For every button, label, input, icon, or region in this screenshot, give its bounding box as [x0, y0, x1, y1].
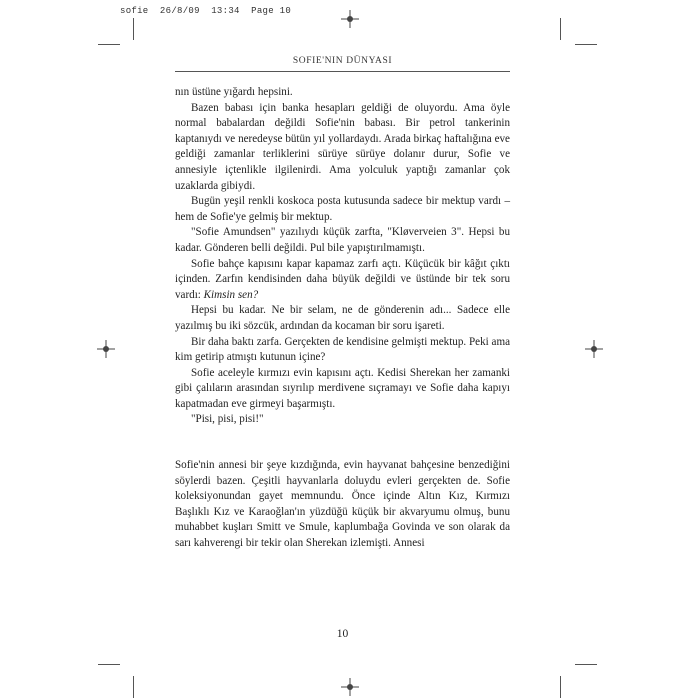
paragraph-text: "Pisi, pisi, pisi!"	[191, 413, 264, 426]
crop-mark-bottom-left-v	[133, 676, 134, 698]
paragraph-4	[175, 225, 510, 256]
paragraph-text: Sofie'nin annesi bir şeye kızdığında, evin hayvanat bahçesine benzediğini söylerdi bazen. Çeşitli hayvanlarla doluydu evleri gerçekten de. Sofie koleksiyonundan gayet memnundu. Önce içinde Altın Kız, Kırmızı Başlıklı Kız ve Karaoğlan'ın yüzdüğü küçük bir akvaryumu olmuş, bunu muhabbet kuşları Smitt ve Smule, kaplumbağa Govinda ve son olarak da sarı kahverengi bir tekir olan Sherekan izlemişti. Annesi	[175, 459, 510, 550]
paragraph-8	[175, 366, 510, 413]
paragraph-text: Sofie aceleyle kırmızı evin kapısını açtı. Kedisi Sherekan her zamanki gibi çalıların arasından sıyrılıp merdivene sıçramayı ve Sofie daha kapıyı kapatmadan eve girmeyi başarmıştı.	[175, 366, 510, 410]
paragraph-7	[175, 335, 510, 366]
slug-page: Page 10	[251, 6, 292, 16]
paragraph-text: "Sofie Amundsen" yazılıydı küçük zarfta, "Kløverveien 3". Hepsi bu kadar. Gönderen belli değildi. Pul bile yapıştırılmamıştı.	[175, 226, 510, 254]
crop-mark-top-left-v	[133, 18, 134, 40]
paragraph-text: Sofie bahçe kapısını kapar kapamaz zarfı açtı. Küçücük bir kâğıt çıktı içinden. Zarfın kendisinden daha büyük değildi ve üstünde bir tek soru vardı:	[175, 257, 510, 301]
print-slug	[120, 6, 291, 16]
paragraph-6	[175, 303, 510, 334]
slug-time: 13:34	[211, 6, 240, 16]
running-head: SOFIE'NIN DÜNYASI	[292, 56, 393, 66]
slug-date: 26/8/09	[159, 6, 200, 16]
paragraph-10	[175, 458, 510, 552]
paragraph-text: Bugün yeşil renkli koskoca posta kutusunda sadece bir mektup vardı –hem de Sofie'ye gelmiş bir mektup.	[175, 195, 510, 223]
page-number: 10	[336, 628, 349, 640]
body-text	[175, 85, 510, 552]
slug-file: sofie	[120, 6, 149, 16]
paragraph-text: Bazen babası için banka hesapları geldiği de oluyordu. Ama öyle normal babalardan değildi Sofie'nin babası. Bir petrol tankerinin kaptanıydı ve neredeyse bütün yıl yollardaydı. Arada birkaç haftalığına eve geldiği zamanlar terliklerini sürüye sürüye dolanır durur, Sofie ve annesiyle içtenlikle ilgilenirdi. Ama yolculuk yaptığı zamanlar çok uzaklarda gibiydi.	[175, 101, 510, 192]
paragraph-9	[175, 412, 510, 428]
crop-mark-bottom-right-v	[560, 676, 561, 698]
paragraph-5	[175, 257, 510, 304]
paragraph-text: Bir daha baktı zarfa. Gerçekten de kendisine gelmişti mektup. Peki ama kim getirip atmıştı kutunun içine?	[175, 335, 510, 364]
crop-mark-top-left-h	[98, 44, 120, 45]
paragraph-3	[175, 194, 510, 225]
paragraph-2	[175, 101, 510, 195]
paragraph-1	[175, 85, 510, 101]
crop-mark-bottom-right-h	[575, 664, 597, 665]
crop-mark-top-right-h	[575, 44, 597, 45]
registration-mark-top-icon	[341, 10, 359, 28]
paragraph-text: Hepsi bu kadar. Ne bir selam, ne de gönderenin adı... Sadece elle yazılmış bu iki sözcük, ardından da kocaman bir soru işareti.	[175, 304, 510, 332]
registration-mark-right-icon	[585, 340, 603, 358]
registration-mark-bottom-icon	[341, 678, 359, 696]
running-head-rule	[175, 71, 510, 72]
crop-mark-top-right-v	[560, 18, 561, 40]
registration-mark-left-icon	[97, 340, 115, 358]
crop-mark-bottom-left-h	[98, 664, 120, 665]
paragraph-text: nın üstüne yığardı hepsini.	[175, 86, 293, 98]
paragraph-italic-question: Kimsin sen?	[203, 288, 259, 301]
